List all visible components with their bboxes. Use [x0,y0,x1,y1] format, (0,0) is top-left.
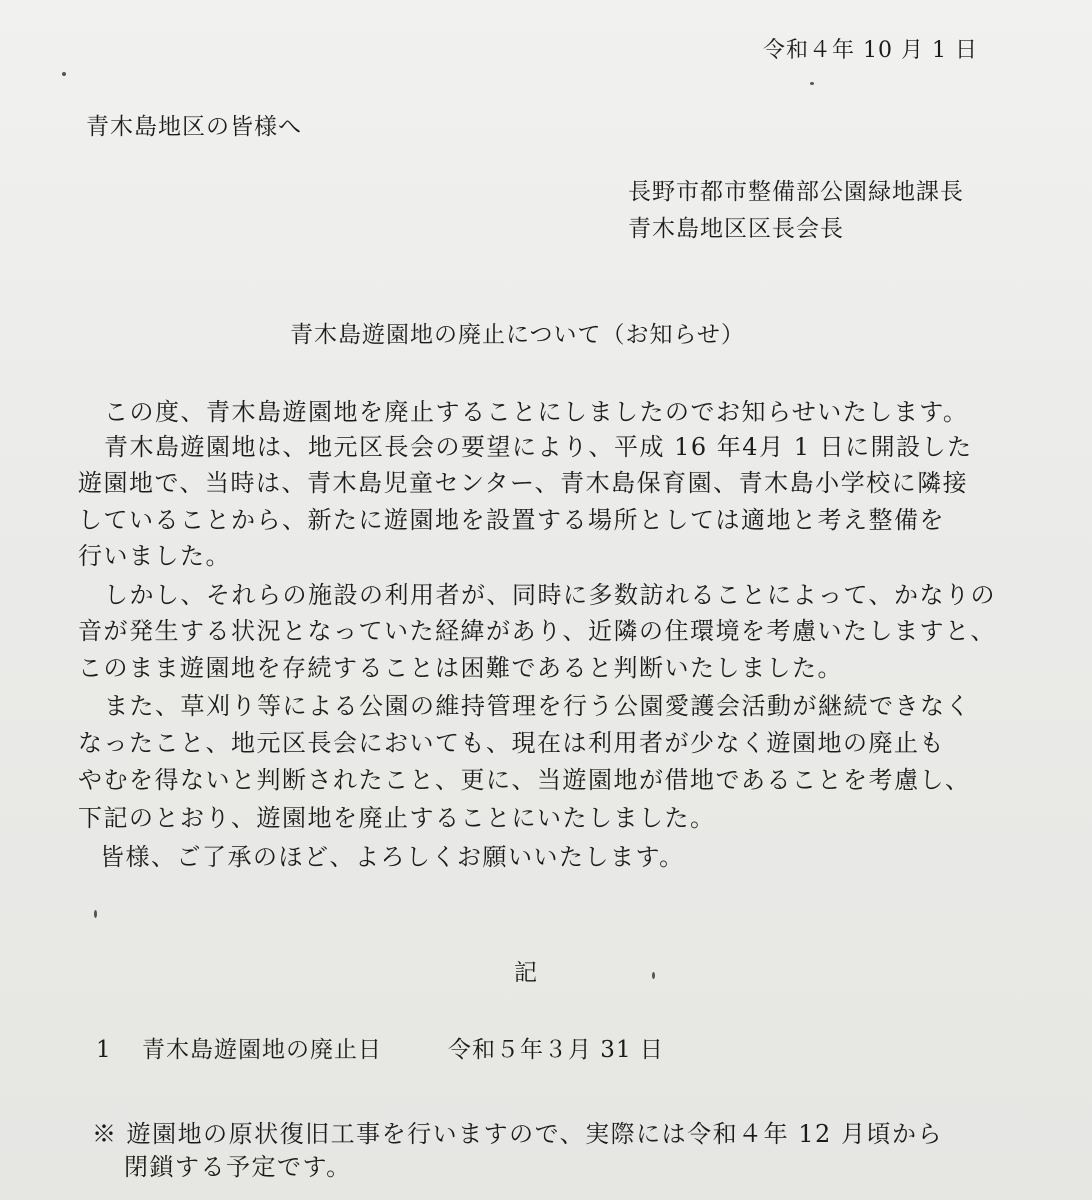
item-number: 1 [96,1037,112,1063]
body-paragraph-line: しかし、それらの施設の利用者が、同時に多数訪れることによって、かなりの [104,581,997,609]
document-date: 令和４年 10 月 1 日 [763,38,978,63]
note-line: 閉鎖する予定です。 [124,1153,352,1181]
scan-speck [94,910,97,918]
scan-speck [62,72,66,76]
closure-date-item [96,1033,664,1067]
ki-heading: 記 [514,960,538,986]
body-paragraph-line: 皆様、ご了承のほど、よろしくお願いいたします。 [100,843,685,871]
addressee: 青木島地区の皆様へ [86,114,302,140]
body-paragraph-line: していることから、新たに遊園地を設置する場所としては適地と考え整備を [78,506,945,534]
scan-speck [652,972,655,979]
body-paragraph-line: 音が発生する状況となっていた経緯があり、近隣の住環境を考慮いたしますと、 [78,617,996,645]
body-paragraph-line: この度、青木島遊園地を廃止することにしましたのでお知らせいたします。 [104,398,969,426]
body-paragraph-line: 下記のとおり、遊園地を廃止することにいたしました。 [78,804,716,832]
document-subject: 青木島遊園地の廃止について（お知らせ） [290,322,745,348]
body-paragraph-line: なったこと、地元区長会においても、現在は利用者が少なく遊園地の廃止も [78,729,945,757]
note-line: ※ 遊園地の原状復旧工事を行いますので、実際には令和４年 12 月頃から [92,1120,943,1148]
item-label: 青木島遊園地の廃止日 [142,1037,382,1063]
sender-line: 青木島地区区長会長 [628,216,844,242]
body-paragraph-line: また、草刈り等による公園の維持管理を行う公園愛護会活動が継続できなく [104,692,971,720]
item-value: 令和５年３月 31 日 [448,1037,664,1063]
body-paragraph-line: やむを得ないと判断されたこと、更に、当遊園地が借地であることを考慮し、 [78,766,971,794]
body-paragraph-line: 青木島遊園地は、地元区長会の要望により、平成 16 年4月 1 日に開設した [104,433,973,461]
sender-line: 長野市都市整備部公園緑地課長 [628,179,964,205]
body-paragraph-line: 遊園地で、当時は、青木島児童センター、青木島保育園、青木島小学校に隣接 [78,469,969,497]
scan-speck [810,82,814,85]
body-paragraph-line: このまま遊園地を存続することは困難であると判断いたしました。 [78,654,843,682]
body-paragraph-line: 行いました。 [78,542,231,570]
